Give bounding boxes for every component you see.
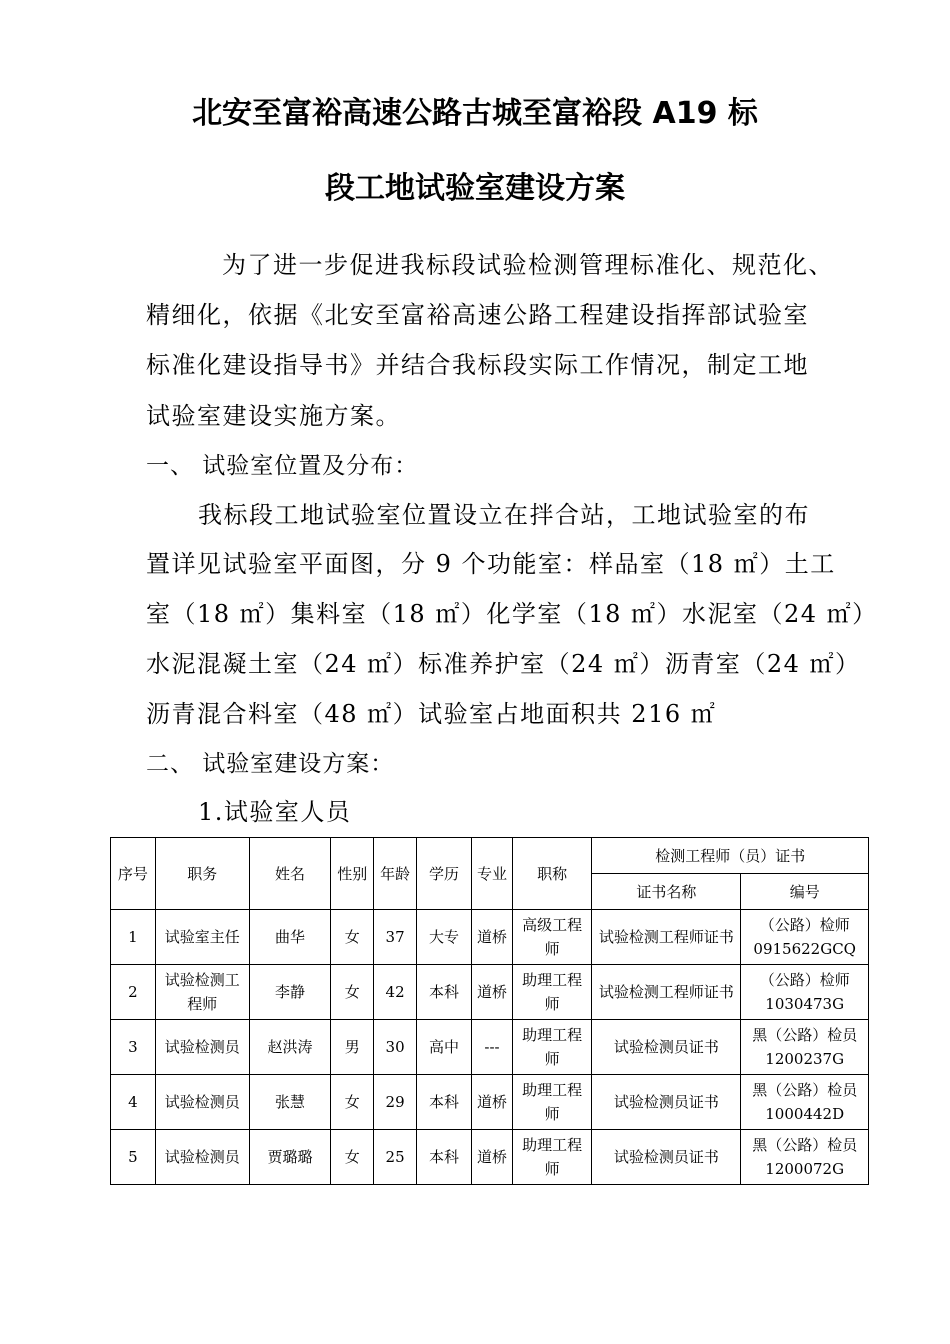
section-1-line-1: 我标段工地试验室位置设立在拌合站，工地试验室的布 [198, 501, 810, 529]
cell-no: 5 [111, 1130, 156, 1185]
intro-line-4: 试验室建设实施方案。 [146, 402, 401, 430]
cell-major: --- [472, 1020, 513, 1075]
intro-line-2: 精细化，依据《北安至富裕高速公路工程建设指挥部试验室 [146, 301, 809, 329]
cell-cert-name: 试验检测员证书 [592, 1020, 741, 1075]
cell-age: 42 [374, 965, 417, 1020]
header-no: 序号 [111, 838, 156, 910]
section-1-line-3: 室（18 ㎡）集料室（18 ㎡）化学室（18 ㎡）水泥室（24 ㎡） [146, 600, 878, 628]
section-1-line-4: 水泥混凝土室（24 ㎡）标准养护室（24 ㎡）沥青室（24 ㎡） [146, 650, 861, 678]
section-1-line-5: 沥青混合料室（48 ㎡）试验室占地面积共 216 ㎡ [146, 700, 717, 728]
cell-cert-no: （公路）检师 1030473G [741, 965, 869, 1020]
cell-name: 赵洪涛 [249, 1020, 331, 1075]
personnel-table [110, 837, 869, 1185]
cell-education: 本科 [417, 965, 472, 1020]
cell-age: 29 [374, 1075, 417, 1130]
table-row [111, 965, 869, 1020]
cell-title: 助理工程师 [512, 965, 592, 1020]
document-title-line-2: 段工地试验室建设方案 [325, 171, 625, 206]
cell-cert-no: 黑（公路）检员 1000442D [741, 1075, 869, 1130]
cell-no: 4 [111, 1075, 156, 1130]
intro-line-1: 为了进一步促进我标段试验检测管理标准化、规范化、 [222, 251, 834, 279]
table-row [111, 1075, 869, 1130]
cell-major: 道桥 [472, 910, 513, 965]
table-row [111, 1020, 869, 1075]
header-cert-group: 检测工程师（员）证书 [592, 838, 869, 874]
cell-title: 助理工程师 [512, 1130, 592, 1185]
cell-major: 道桥 [472, 1130, 513, 1185]
cell-major: 道桥 [472, 965, 513, 1020]
cell-cert-name: 试验检测员证书 [592, 1130, 741, 1185]
cell-name: 李静 [249, 965, 331, 1020]
cell-gender: 女 [331, 1075, 374, 1130]
intro-line-3: 标准化建设指导书》并结合我标段实际工作情况，制定工地 [146, 351, 809, 379]
cell-cert-no: 黑（公路）检员 1200072G [741, 1130, 869, 1185]
cell-name: 曲华 [249, 910, 331, 965]
cell-cert-no: （公路）检师 0915622GCQ [741, 910, 869, 965]
section-1-line-2: 置详见试验室平面图，分 9 个功能室：样品室（18 ㎡）土工 [146, 550, 836, 578]
cell-gender: 女 [331, 965, 374, 1020]
table-row [111, 910, 869, 965]
cell-title: 助理工程师 [512, 1020, 592, 1075]
cell-education: 本科 [417, 1075, 472, 1130]
section-2-heading: 二、 试验室建设方案： [146, 751, 395, 777]
cell-name: 贾璐璐 [249, 1130, 331, 1185]
header-cert-name: 证书名称 [592, 874, 741, 910]
cell-gender: 女 [331, 1130, 374, 1185]
cell-position: 试验检测员 [155, 1020, 249, 1075]
cell-position: 试验检测员 [155, 1130, 249, 1185]
header-age: 年龄 [374, 838, 417, 910]
cell-gender: 女 [331, 910, 374, 965]
cell-education: 本科 [417, 1130, 472, 1185]
header-position: 职务 [155, 838, 249, 910]
cell-title: 高级工程师 [512, 910, 592, 965]
document-title-line-1: 北安至富裕高速公路古城至富裕段 A19 标 [192, 96, 758, 131]
cell-education: 高中 [417, 1020, 472, 1075]
cell-education: 大专 [417, 910, 472, 965]
cell-no: 1 [111, 910, 156, 965]
header-cert-no: 编号 [741, 874, 869, 910]
cell-cert-no: 黑（公路）检员 1200237G [741, 1020, 869, 1075]
cell-title: 助理工程师 [512, 1075, 592, 1130]
header-gender: 性别 [331, 838, 374, 910]
cell-no: 3 [111, 1020, 156, 1075]
cell-position: 试验室主任 [155, 910, 249, 965]
header-name: 姓名 [249, 838, 331, 910]
cell-cert-name: 试验检测工程师证书 [592, 910, 741, 965]
cell-age: 37 [374, 910, 417, 965]
cell-cert-name: 试验检测员证书 [592, 1075, 741, 1130]
cell-position: 试验检测工程师 [155, 965, 249, 1020]
cell-cert-name: 试验检测工程师证书 [592, 965, 741, 1020]
cell-age: 25 [374, 1130, 417, 1185]
table-row [111, 1130, 869, 1185]
cell-age: 30 [374, 1020, 417, 1075]
cell-gender: 男 [331, 1020, 374, 1075]
cell-position: 试验检测员 [155, 1075, 249, 1130]
section-1-heading: 一、 试验室位置及分布： [146, 453, 419, 479]
cell-major: 道桥 [472, 1075, 513, 1130]
section-2-subheading: 1.试验室人员 [198, 798, 352, 826]
cell-no: 2 [111, 965, 156, 1020]
header-education: 学历 [417, 838, 472, 910]
header-title: 职称 [512, 838, 592, 910]
cell-name: 张慧 [249, 1075, 331, 1130]
header-major: 专业 [472, 838, 513, 910]
